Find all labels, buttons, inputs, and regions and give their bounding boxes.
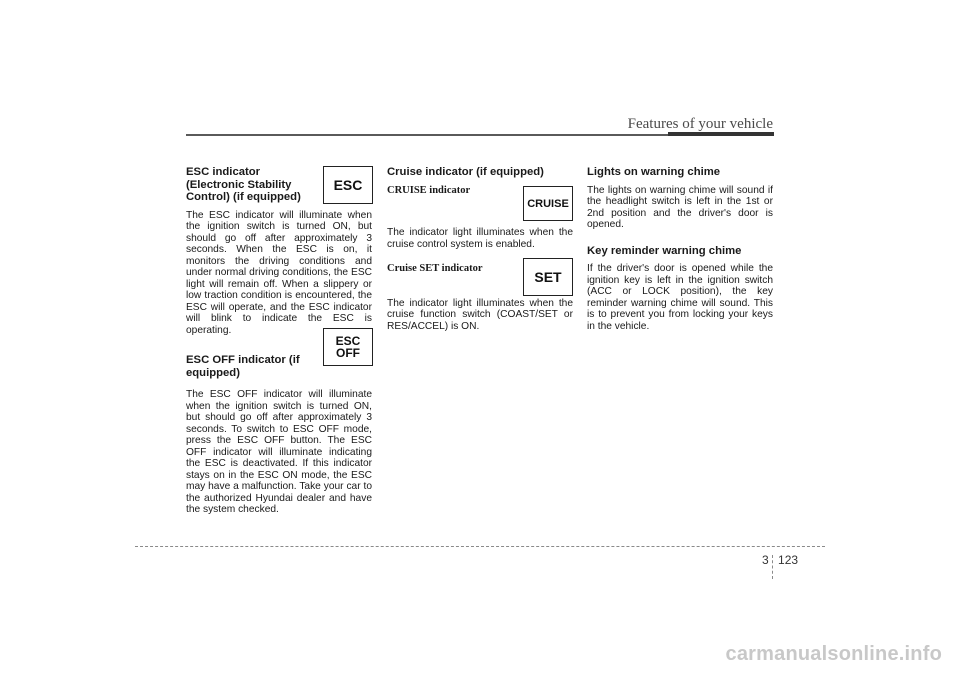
cruise-set-indicator-icon bbox=[523, 258, 573, 296]
page-number-divider bbox=[772, 555, 773, 579]
cruise-set-subheading: Cruise SET indicator bbox=[387, 263, 483, 274]
esc-indicator-icon bbox=[323, 166, 373, 204]
lights-on-chime-body: The lights on warning chime will sound if the headlight switch is left in the 1st or 2nd position and the driver's door is opened. bbox=[587, 184, 773, 230]
esc-badge-label: ESC bbox=[333, 177, 363, 193]
footer-rule bbox=[135, 546, 825, 547]
page-number bbox=[762, 553, 798, 567]
cruise-badge-label: CRUISE bbox=[527, 197, 569, 210]
esc-off-badge-line2: OFF bbox=[336, 346, 360, 360]
esc-indicator-heading: ESC indicator (Electronic Stability Control) (if equipped) bbox=[186, 166, 301, 203]
key-reminder-chime-heading: Key reminder warning chime bbox=[587, 244, 742, 257]
cruise-subheading: CRUISE indicator bbox=[387, 184, 471, 196]
cruise-indicator-heading: Cruise indicator (if equipped) bbox=[387, 166, 544, 178]
esc-off-badge-line1: ESC bbox=[335, 334, 361, 348]
key-reminder-chime-body: If the driver's door is opened while the ignition key is left in the ignition switch (ACC or LOCK position), the key reminder warning chime will sound. This is to prevent you from locking your keys in the vehicle. bbox=[587, 263, 773, 332]
cruise-indicator-icon bbox=[523, 186, 573, 221]
header-rule-accent bbox=[668, 132, 774, 136]
esc-off-indicator-icon bbox=[323, 328, 373, 366]
set-badge-label: SET bbox=[534, 269, 562, 285]
esc-off-indicator-heading: ESC OFF indicator (if equipped) bbox=[186, 354, 300, 379]
esc-indicator-body: The ESC indicator will illuminate when the ignition switch is turned ON, but should go off after approximately 3 seconds. When the ESC is on, it monitors the driving conditions and under normal driving conditions, the ESC light will remain off. When a slippery or low traction condition is encountered, the ESC will operate, and the ESC indicator will blink to indicate the ESC is operating. bbox=[186, 209, 372, 336]
lights-on-chime-heading: Lights on warning chime bbox=[587, 166, 721, 178]
page-number-value: 123 bbox=[778, 553, 799, 567]
watermark: carmanualsonline.info bbox=[725, 643, 942, 665]
cruise-indicator-body: The indicator light illuminates when the cruise control system is enabled. bbox=[387, 227, 573, 250]
column-chimes bbox=[587, 166, 773, 332]
esc-off-indicator-body: The ESC OFF indicator will illuminate when the ignition switch is turned ON, but should go off after approximately 3 seconds. To switch to ESC OFF mode, press the ESC OFF button. The ESC OFF indicator will illuminate indicating the ESC is deactivated. If this indicator stays on in the ESC ON mode, the ESC may have a malfunction. Take your car to the authorized Hyundai dealer and have the system checked. bbox=[186, 389, 372, 515]
chapter-number: 3 bbox=[762, 553, 769, 567]
cruise-set-body: The indicator light illuminates when the cruise function switch (COAST/SET or RES/ACCEL) is ON. bbox=[387, 297, 573, 332]
running-header-title: Features of your vehicle bbox=[627, 116, 773, 132]
